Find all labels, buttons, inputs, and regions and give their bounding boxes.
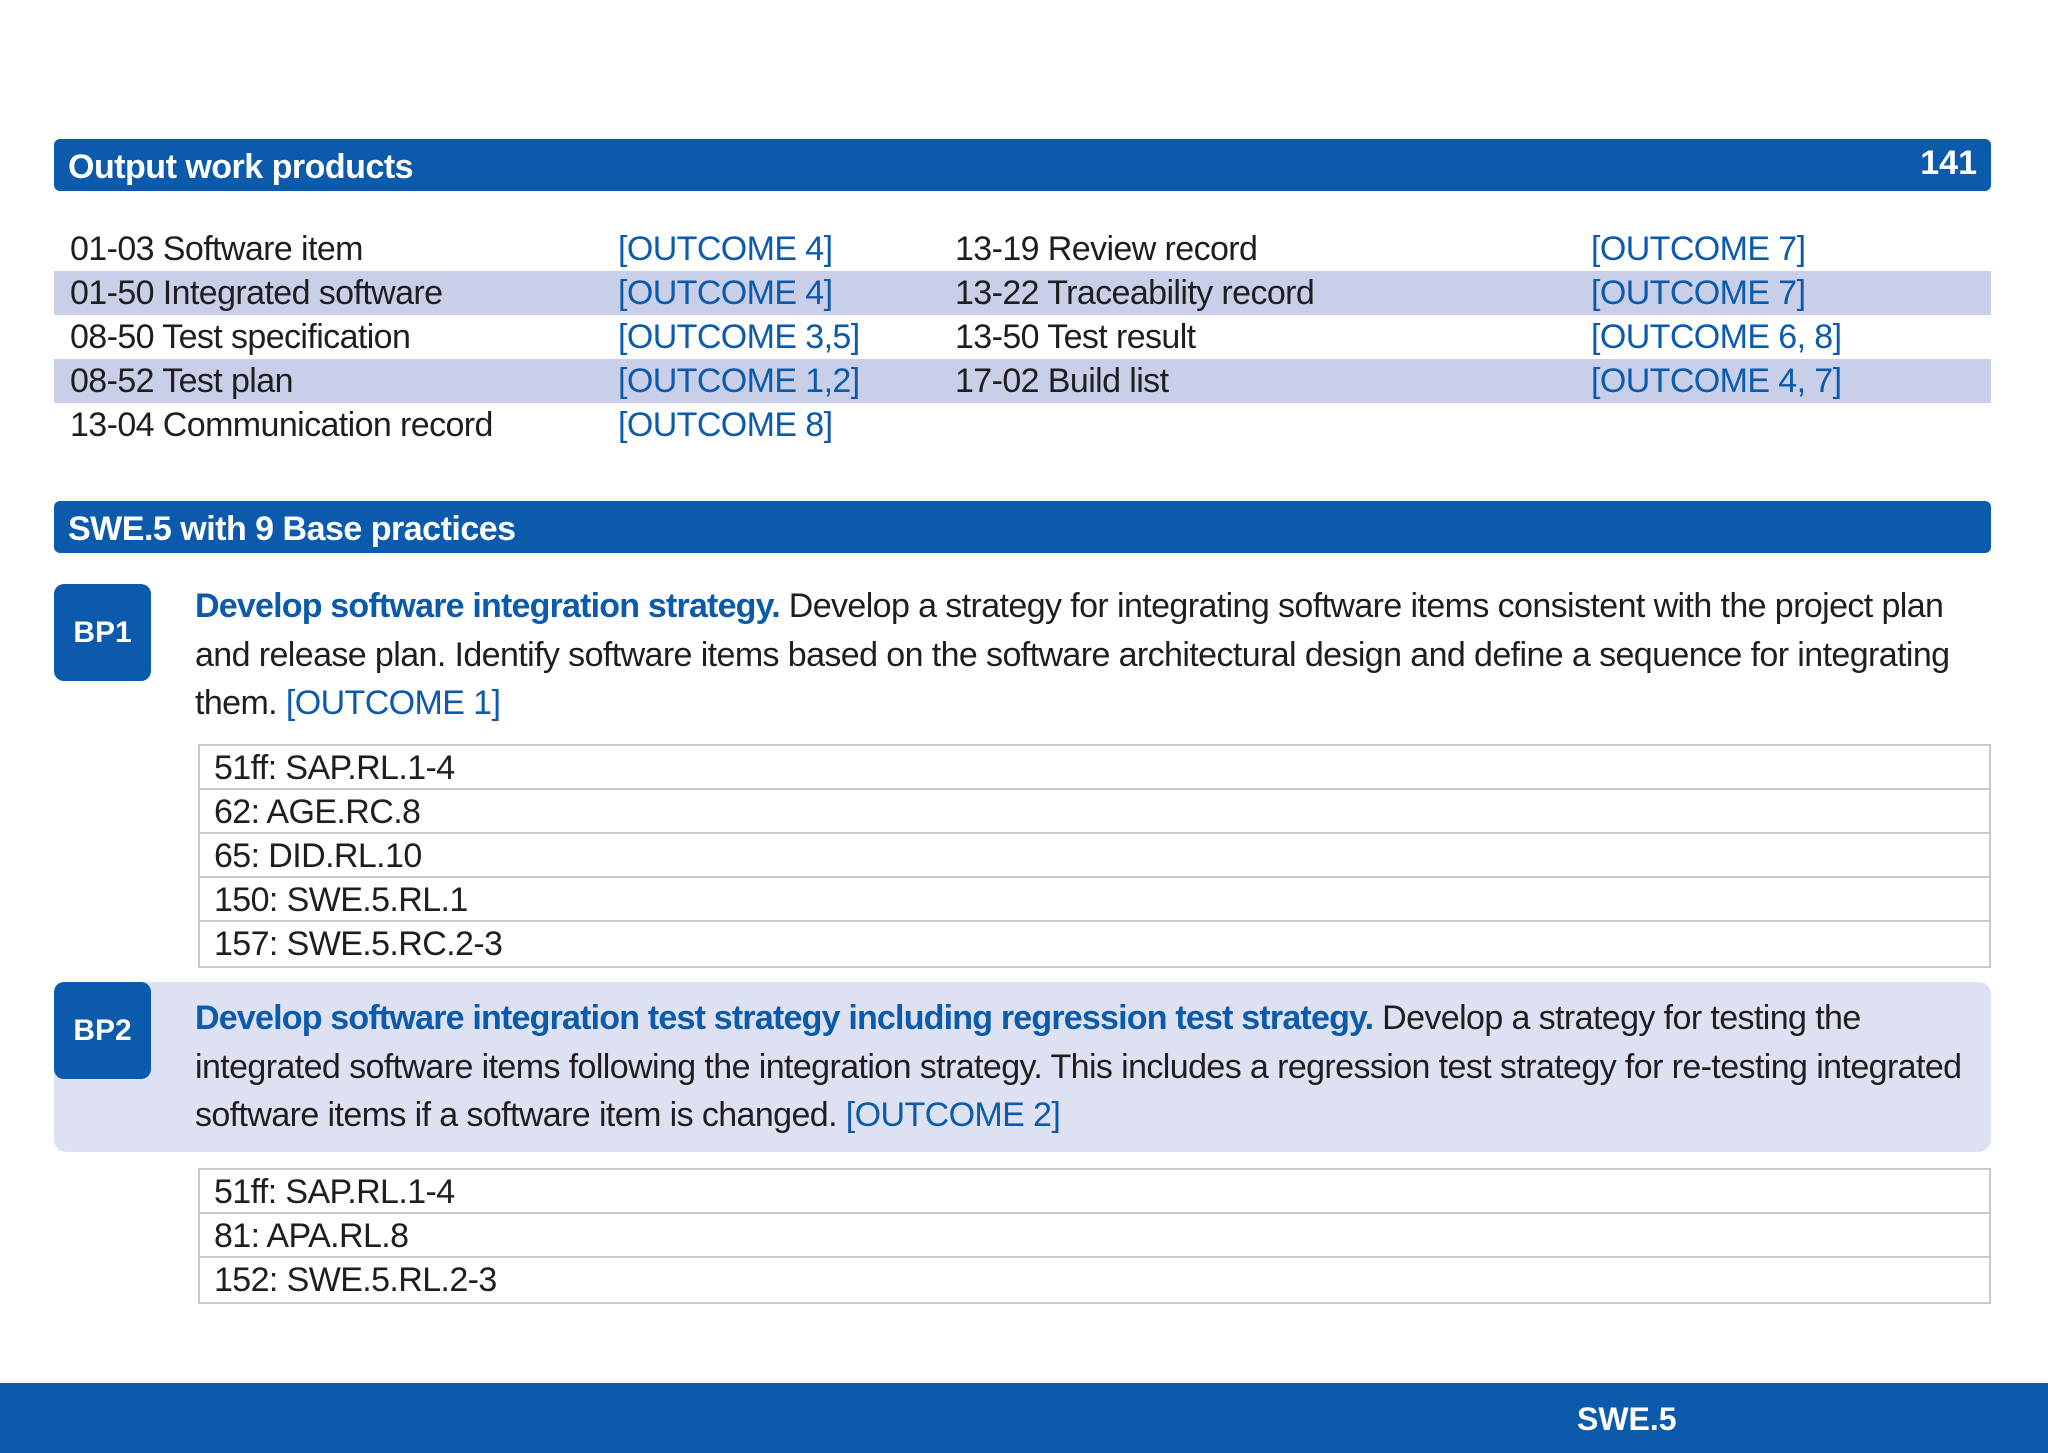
- bp2-title: Develop software integration test strategy including regression test strategy.: [195, 999, 1374, 1037]
- bp2-reference-table: [198, 1168, 1991, 1304]
- outcome-ref: [OUTCOME 8]: [618, 406, 833, 444]
- page-number: 141: [1920, 144, 1977, 182]
- work-products-table: [54, 227, 1991, 447]
- outcome-ref: [OUTCOME 6, 8]: [1591, 318, 1842, 356]
- bp2-text: Develop a strategy for testing the integrated software items following the integration strategy. This includes a regression test strategy for re-testing integrated software items if a software item is changed.: [195, 999, 1962, 1134]
- base-practices-header: [54, 501, 1991, 553]
- reference-row: 81: APA.RL.8: [200, 1214, 1989, 1258]
- reference-row: 51ff: SAP.RL.1-4: [200, 1170, 1989, 1214]
- reference-row: 157: SWE.5.RC.2-3: [214, 925, 503, 963]
- bp1-outcome: [OUTCOME 1]: [285, 684, 501, 722]
- bp1-text: Develop a strategy for integrating software items consistent with the project plan and release plan. Identify software items based on the software architectural design and define a sequence for integrating them.: [195, 587, 1950, 722]
- reference-row: 51ff: SAP.RL.1-4: [200, 746, 1989, 790]
- table-row: [54, 315, 1991, 359]
- outcome-ref: [OUTCOME 7]: [1591, 274, 1806, 312]
- reference-row: 150: SWE.5.RL.1: [200, 878, 1989, 922]
- bp2-badge: BP2: [54, 982, 151, 1079]
- section-title: SWE.5 with 9 Base practices: [68, 510, 516, 548]
- table-row: [54, 271, 1991, 315]
- process-code: SWE.5: [1577, 1401, 1677, 1437]
- outcome-ref: [OUTCOME 3,5]: [618, 318, 860, 356]
- table-row: [54, 227, 1991, 271]
- reference-row: 62: AGE.RC.8: [200, 790, 1989, 834]
- work-product-item: 13-50 Test result: [955, 318, 1196, 356]
- outcome-ref: [OUTCOME 7]: [1591, 230, 1806, 268]
- output-work-products-header: [54, 139, 1991, 191]
- bp1-reference-table: [198, 744, 1991, 968]
- bp2-outcome: [OUTCOME 2]: [845, 1096, 1061, 1134]
- outcome-ref: [OUTCOME 4]: [618, 230, 833, 268]
- work-product-item: 01-03 Software item: [70, 230, 363, 268]
- outcome-ref: [OUTCOME 4]: [618, 274, 833, 312]
- work-product-item: 17-02 Build list: [955, 362, 1169, 400]
- work-product-item: 13-04 Communication record: [70, 406, 493, 444]
- bp2-description: [195, 994, 1985, 1140]
- work-product-item: 13-22 Traceability record: [955, 274, 1315, 312]
- work-product-item: 08-52 Test plan: [70, 362, 293, 400]
- work-product-item: 13-19 Review record: [955, 230, 1258, 268]
- outcome-ref: [OUTCOME 4, 7]: [1591, 362, 1842, 400]
- footer-bar: [0, 1383, 2048, 1453]
- reference-row: 152: SWE.5.RL.2-3: [214, 1261, 497, 1299]
- work-product-item: 01-50 Integrated software: [70, 274, 443, 312]
- table-row: [54, 359, 1991, 403]
- outcome-ref: [OUTCOME 1,2]: [618, 362, 860, 400]
- bp1-description: [195, 582, 1985, 728]
- bp1-title: Develop software integration strategy.: [195, 587, 780, 625]
- reference-row: 65: DID.RL.10: [200, 834, 1989, 878]
- table-row: [54, 403, 1991, 447]
- bp1-badge: BP1: [54, 584, 151, 681]
- section-title: Output work products: [68, 148, 414, 186]
- work-product-item: 08-50 Test specification: [70, 318, 411, 356]
